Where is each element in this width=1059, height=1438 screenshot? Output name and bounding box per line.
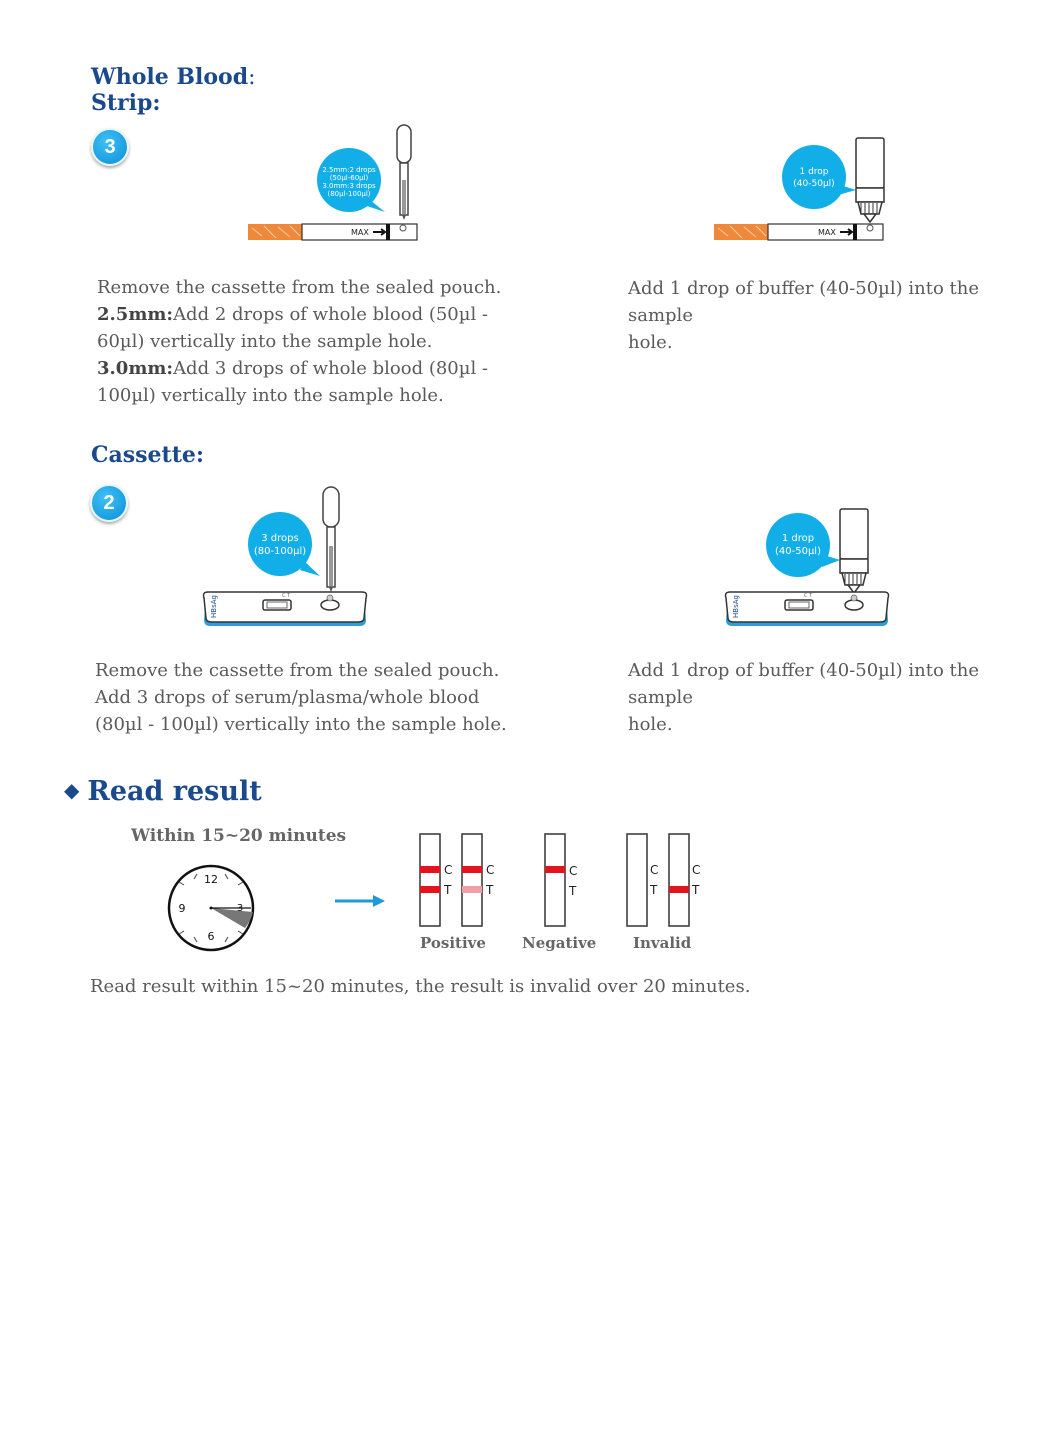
read-result-footer: Read result within 15~20 minutes, the result is invalid over 20 minutes. [90,976,751,997]
negative-strip [545,834,565,926]
bubble-line-2: (50µl-60µl) [329,174,369,182]
strip-25mm-label: 2.5mm: [97,304,174,325]
buffer-bottle [856,138,884,188]
invalid-strip-2 [669,834,689,926]
strip-instructions [97,274,517,409]
pipette-bulb [397,125,411,163]
positive-strip-2 [462,834,482,926]
clock-icon [165,862,257,954]
whole-blood-heading: Whole Blood: [91,64,256,90]
strip-30mm-text: Add 3 drops of whole blood (80µl - [173,358,489,379]
strip-30mm-label: 3.0mm: [97,358,174,379]
cassette-bubble-line-1: 3 drops [261,533,299,544]
cassette-buffer-line-1: 1 drop [781,533,815,544]
svg-text:C T: C T [804,593,813,599]
bubble-line-1: 2.5mm:2 drops [322,166,376,174]
strip-dropper-illustration [240,120,430,245]
strip-25mm-text: Add 2 drops of whole blood (50µl - [173,304,489,325]
clock-6: 6 [207,930,215,943]
invalid-label: Invalid [633,934,692,952]
svg-text:C T: C T [282,593,291,599]
svg-text:C: C [692,863,701,877]
cassette-label-2: HBsAg [732,595,740,618]
clock-12: 12 [204,873,218,886]
svg-text:T: T [486,883,494,897]
bubble-line-4: (80µl-100µl) [327,190,371,198]
strip-heading: Strip: [91,90,161,116]
svg-text:C: C [650,863,659,877]
strip-buffer-instructions: Add 1 drop of buffer (40-50µl) into the sample hole. [628,278,979,353]
positive-label: Positive [420,934,486,952]
cassette-buffer-illustration [722,505,897,635]
arrow-right-icon [333,893,388,909]
strip-buffer-illustration [708,130,898,245]
clock-3: 3 [236,903,244,914]
svg-text:C: C [486,863,495,877]
negative-label: Negative [522,934,597,952]
svg-text:T: T [569,884,577,898]
cassette-bubble-line-2: (80-100µl) [253,546,307,557]
svg-text:C: C [569,864,578,878]
cassette-buffer-bubble [766,513,830,577]
within-minutes-label: Within 15~20 minutes [131,826,347,846]
cassette-instructions: Remove the cassette from the sealed pouch. Add 3 drops of serum/plasma/whole blood (80µl - 100µl) vertically into the sample hole. [95,660,507,735]
cassette-buffer-line-2: (40-50µl) [774,546,822,557]
cassette-label: HBsAg [210,595,218,618]
bubble-line-3: 3.0mm:3 drops [322,182,376,190]
step-badge-3: 3 [91,128,129,166]
step-badge-2: 2 [90,484,128,522]
positive-strip-1 [420,834,440,926]
read-result-heading: ◆ Read result [64,776,262,807]
diamond-bullet-icon: ◆ [64,778,80,802]
cassette-buffer-instructions: Add 1 drop of buffer (40-50µl) into the sample hole. [628,660,979,735]
clock-9: 9 [178,902,186,915]
max-label-2: MAX [818,228,836,237]
sample-hole [321,600,339,610]
cassette-dropper-illustration [200,484,375,634]
strip-intro-text: Remove the cassette from the sealed pouch. [97,277,502,298]
buffer-bubble [782,145,846,209]
svg-text:T: T [444,883,452,897]
buffer-bubble-line-2: (40-50µl) [793,179,835,189]
invalid-strip-1 [627,834,647,926]
result-strips [410,830,710,932]
cassette-heading: Cassette: [91,442,204,468]
buffer-bubble-line-1: 1 drop [799,167,829,177]
svg-text:C: C [444,863,453,877]
strip-30mm-text-2: 100µl) vertically into the sample hole. [97,385,444,406]
max-label: MAX [351,228,369,237]
strip-25mm-text-2: 60µl) vertically into the sample hole. [97,331,433,352]
svg-text:T: T [692,883,700,897]
svg-text:T: T [650,883,658,897]
